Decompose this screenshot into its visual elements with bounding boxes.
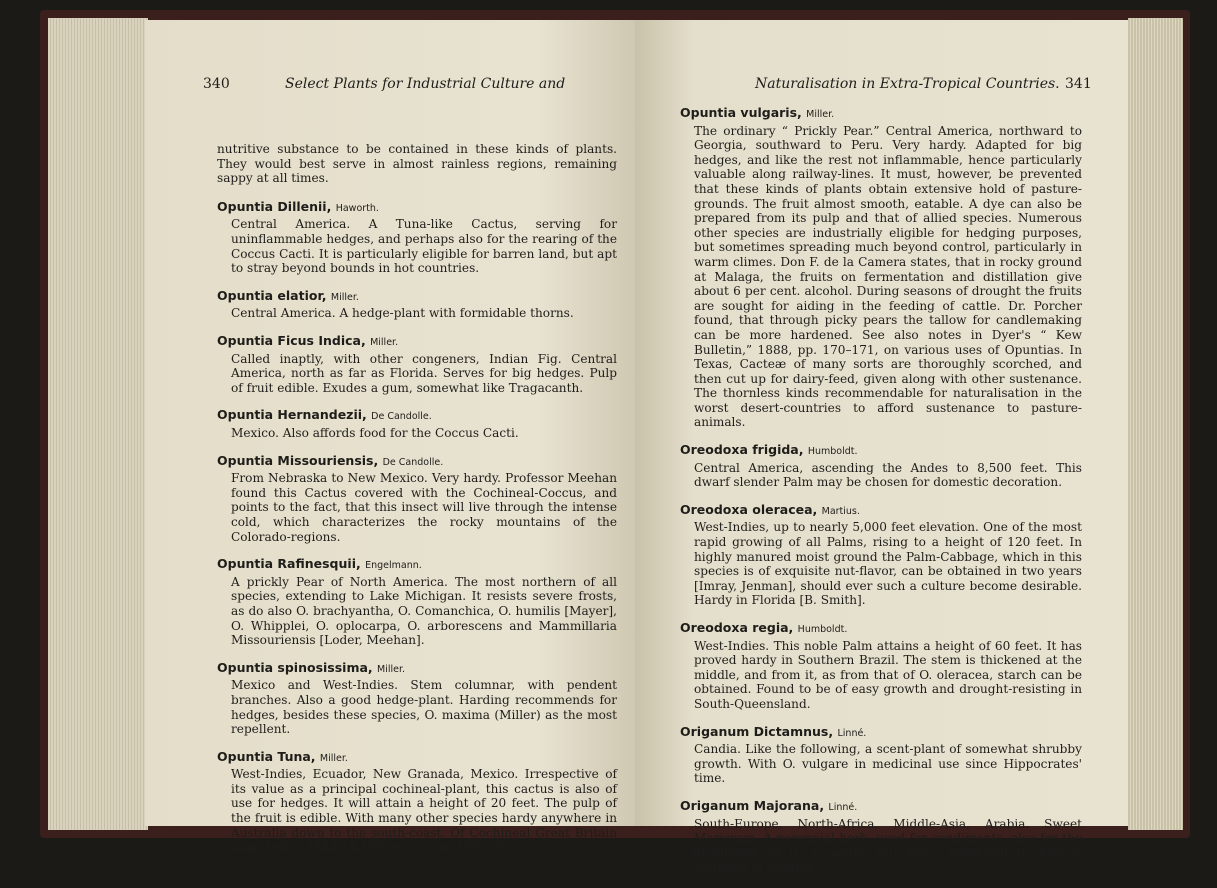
species-name: Opuntia elatior,	[217, 287, 327, 303]
species-author: Martius.	[821, 505, 860, 517]
species-name: Oreodoxa frigida,	[680, 442, 804, 458]
species-author: Miller.	[330, 291, 359, 303]
entry-heading	[680, 106, 1082, 123]
entry-heading	[217, 200, 617, 217]
plant-entry	[680, 725, 1082, 786]
entry-text: West-Indies, Ecuador, New Granada, Mexico. Irrespective of its value as a principal cochineal-plant, this cactus is also of use for hedges. It will attain a height of 20 feet. The pulp of the fruit is edible. With many other species hardy anywhere in Australia down to the south-coast. Of Cochineal Great Britain imported in 1884 14,100 cwt., value £80,000.	[231, 767, 617, 855]
entry-text: Mexico. Also affords food for the Coccus Cacti.	[231, 426, 519, 440]
entry-text: A prickly Pear of North America. The most northern of all species, extending to Lake Michigan. It resists severe frosts, as do also O. brachyantha, O. Comanchica, O. humilis [Mayer], O. Whipplei, O. oplocarpa, O. arborescens and Mammillaria Missouriensis [Loder, Meehan].	[231, 574, 617, 648]
right-column	[680, 106, 1082, 888]
entry-heading	[680, 443, 1082, 460]
plant-entry	[680, 443, 1082, 490]
species-author: Miller.	[319, 752, 348, 764]
plant-entry	[217, 334, 617, 395]
page-number-right: 341	[1065, 76, 1092, 92]
species-author: Miller.	[377, 663, 406, 675]
page-edges-left	[48, 18, 148, 830]
entry-text: Candia. Like the following, a scent-plant of somewhat shrubby growth. With O. vulgare in medicinal use since Hippocrates' time.	[694, 742, 1082, 786]
species-name: Origanum Majorana,	[680, 797, 825, 813]
entry-text: From Nebraska to New Mexico. Very hardy. Professor Meehan found this Cactus covered with the Cochineal-Coccus, and points to the fact, that this insect will live through the intense cold, which characterizes the rocky mountains of the Colorado-regions.	[231, 471, 617, 544]
plant-entry	[680, 799, 1082, 875]
species-name: Opuntia Rafinesquii,	[217, 556, 361, 572]
entry-heading	[217, 334, 617, 351]
species-author: Miller.	[370, 337, 399, 349]
species-name: Origanum Dictamnus,	[680, 723, 834, 739]
species-name: Oreodoxa oleracea,	[680, 501, 818, 517]
species-name: Opuntia Tuna,	[217, 748, 316, 764]
entry-text: The ordinary “ Prickly Pear.” Central America, northward to Georgia, southward to Peru. Very hardy. Adapted for big hedges, and like the rest not inflammable, hence particularly valuable along railway-lines. It must, however, be prevented that these kinds of plants obtain extensive hold of pasture-grounds. The fruit almost smooth, eatable. A dye can also be prepared from its pulp and that of allied species. Numerous other species are industrially eligible for hedging purposes, but sometimes spreading much beyond control, particularly in warm climes. Don F. de la Camera states, that in rocky ground at Malaga, the fruits on fermentation and distillation give about 6 per cent. alcohol. During seasons of drought the fruits are sought for aiding in the feeding of cattle. Dr. Porcher found, that through picky pears the tallow for candlemaking can be more hardened. See also notes in Dyer's “ Kew Bulletin,” 1888, pp. 170–171, on various uses of Opuntias. In Texas, Cacteæ of many sorts are thoroughly scorched, and then cut up for dairy-feed, given along with other sustenance. The thornless kinds recommendable for naturalisation in the worst desert-countries to afford sustenance to pasture-animals.	[694, 123, 1082, 430]
entry-text: Called inaptly, with other congeners, Indian Fig. Central America, north as far as Florida. Serves for big hedges. Pulp of fruit edible. Exudes a gum, somewhat like Tragacanth.	[231, 351, 617, 395]
entry-text: West-Indies, up to nearly 5,000 feet elevation. One of the most rapid growing of all Palms, rising to a height of 120 feet. In highly manured moist ground the Palm-Cabbage, which in this species is of exquisite nut-flavor, can be obtained in two years [Imray, Jenman], should ever such a culture become desirable. Hardy in Florida [B. Smith].	[694, 520, 1082, 608]
species-author: Miller.	[806, 109, 835, 120]
page-edges-right	[1128, 18, 1183, 830]
continuation-text: nutritive substance to be contained in these kinds of plants. They would best serve in almost rainless regions, remaining sappy at all times.	[217, 142, 617, 186]
entry-text: Mexico and West-Indies. Stem columnar, with pendent branches. Also a good hedge-plant. Harding recommends for hedges, besides these species, O. maxima (Miller) as the most repellent.	[231, 678, 617, 737]
species-author: Humboldt.	[807, 446, 858, 458]
species-author: Linné.	[828, 801, 858, 813]
running-title-right: Naturalisation in Extra-Tropical Countries.	[755, 76, 1060, 92]
page-number-left: 340	[203, 76, 230, 92]
left-column	[217, 130, 617, 868]
species-author: Engelmann.	[365, 560, 422, 572]
entry-heading	[680, 799, 1082, 816]
species-name: Opuntia Missouriensis,	[217, 452, 379, 468]
species-name: Opuntia spinosissima,	[217, 659, 373, 675]
plant-entry	[217, 750, 617, 855]
species-name: Opuntia Hernandezii,	[217, 407, 367, 423]
running-title-left: Select Plants for Industrial Culture and	[285, 76, 566, 92]
entry-heading	[217, 557, 617, 574]
entry-text: Central America. A hedge-plant with formidable thorns.	[231, 306, 574, 321]
plant-entry	[217, 454, 617, 545]
plant-entry	[217, 289, 617, 321]
entry-heading	[680, 621, 1082, 638]
entry-heading	[680, 725, 1082, 742]
plant-entry	[680, 621, 1082, 712]
entry-heading	[217, 661, 617, 678]
species-author: Linné.	[837, 727, 867, 739]
species-name: Opuntia Dillenii,	[217, 198, 332, 214]
plant-entry	[217, 661, 617, 737]
plant-entry	[680, 106, 1082, 430]
entry-heading	[217, 408, 617, 425]
entry-heading	[217, 750, 617, 767]
entry-text: Central America, ascending the Andes to 8,500 feet. This dwarf slender Palm may be chosen for domestic decoration.	[694, 460, 1082, 490]
entry-heading	[680, 503, 1082, 520]
plant-entry	[217, 557, 617, 648]
entry-heading	[217, 289, 617, 306]
entry-heading	[217, 454, 617, 471]
species-author: Humboldt.	[797, 624, 848, 635]
species-author: De Candolle.	[382, 456, 444, 468]
right-page	[635, 20, 1128, 875]
species-author: De Candolle.	[371, 411, 432, 423]
entry-text: West-Indies. This noble Palm attains a height of 60 feet. It has proved hardy in Southern Brazil. The stem is thickened at the middle, and from it, as from that of O. oleracea, starch can be obtained. Found to be of easy growth and drought-resisting in South-Queensland.	[694, 638, 1082, 711]
plant-entry	[217, 200, 617, 276]
left-page	[145, 20, 635, 855]
species-name: Opuntia Ficus Indica,	[217, 333, 366, 349]
plant-entry	[680, 503, 1082, 608]
entry-text: South-Europe, North-Africa, Middle-Asia, Arabia. Sweet Marjoram. A perennial herb, used for condiments, also for the distillation of its essential oil, much employed in French factories of scented	[694, 816, 1082, 875]
entry-text: Central America. A Tuna-like Cactus, serving for uninflammable hedges, and perhaps also for the rearing of the Coccus Cacti. It is particularly eligible for barren land, but apt to stray beyond bounds in hot countries.	[231, 217, 617, 276]
species-author: Haworth.	[335, 202, 379, 214]
species-name: Opuntia vulgaris,	[680, 105, 802, 120]
plant-entry	[217, 408, 617, 440]
species-name: Oreodoxa regia,	[680, 620, 794, 635]
